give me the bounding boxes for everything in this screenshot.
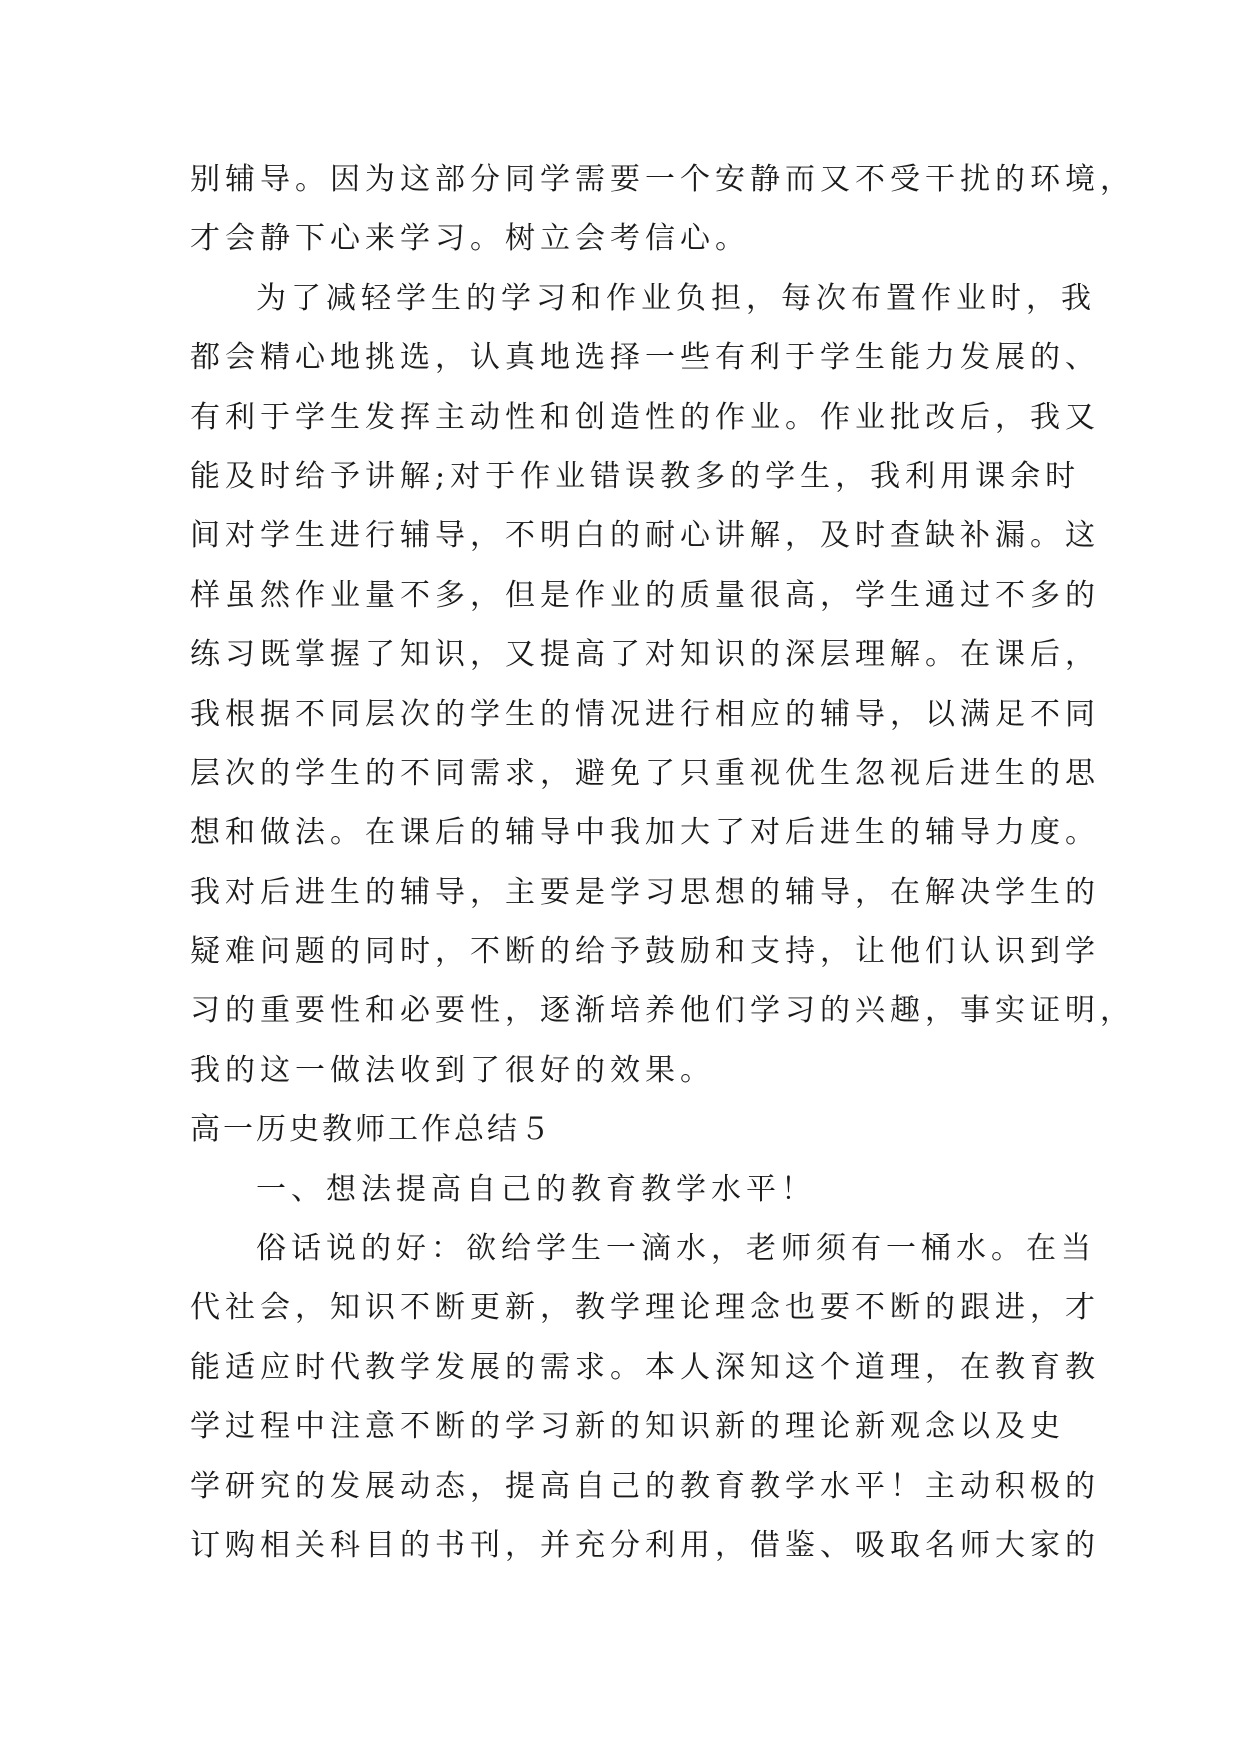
text-line: 能适应时代教学发展的需求。本人深知这个道理，在教育教 xyxy=(190,1349,1100,1385)
text-line: 练习既掌握了知识，又提高了对知识的深层理解。在课后， xyxy=(190,637,1100,673)
text-line: 样虽然作业量不多，但是作业的质量很高，学生通过不多的 xyxy=(190,577,1100,613)
text-line: 别辅导。因为这部分同学需要一个安静而又不受干扰的环境， xyxy=(190,162,1135,197)
text-line: 我根据不同层次的学生的情况进行相应的辅导，以满足不同 xyxy=(190,696,1100,732)
text-line: 能及时给予讲解;对于作业错误教多的学生，我利用课余时 xyxy=(190,458,1081,494)
text-line: 订购相关科目的书刊，并充分利用，借鉴、吸取名师大家的 xyxy=(190,1527,1100,1563)
text-line: 代社会，知识不断更新，教学理论理念也要不断的跟进，才 xyxy=(190,1290,1100,1326)
text-line: 都会精心地挑选，认真地选择一些有利于学生能力发展的、 xyxy=(190,340,1100,376)
text-line: 习的重要性和必要性，逐渐培养他们学习的兴趣，事实证明， xyxy=(190,993,1135,1029)
subsection-heading: 一、想法提高自己的教育教学水平！ xyxy=(256,1171,816,1207)
text-line: 我的这一做法收到了很好的效果。 xyxy=(190,1052,715,1088)
text-line: 学过程中注意不断的学习新的知识新的理论新观念以及史 xyxy=(190,1409,1065,1445)
text-line: 学研究的发展动态，提高自己的教育教学水平！主动积极的 xyxy=(190,1468,1100,1504)
text-line: 疑难问题的同时，不断的给予鼓励和支持，让他们认识到学 xyxy=(190,934,1100,970)
text-line: 层次的学生的不同需求，避免了只重视优生忽视后进生的思 xyxy=(190,755,1100,791)
paragraph-start: 为了减轻学生的学习和作业负担，每次布置作业时，我 xyxy=(256,280,1096,316)
text-line: 才会静下心来学习。树立会考信心。 xyxy=(190,221,750,257)
paragraph-start: 俗话说的好：欲给学生一滴水，老师须有一桶水。在当 xyxy=(256,1231,1096,1267)
text-line: 想和做法。在课后的辅导中我加大了对后进生的辅导力度。 xyxy=(190,815,1100,851)
document-body xyxy=(190,150,1135,1575)
text-line: 有利于学生发挥主动性和创造性的作业。作业批改后，我又 xyxy=(190,399,1100,435)
text-line: 间对学生进行辅导，不明白的耐心讲解，及时查缺补漏。这 xyxy=(190,518,1100,554)
section-heading: 高一历史教师工作总结５ xyxy=(190,1112,553,1148)
text-line: 我对后进生的辅导，主要是学习思想的辅导，在解决学生的 xyxy=(190,874,1100,910)
